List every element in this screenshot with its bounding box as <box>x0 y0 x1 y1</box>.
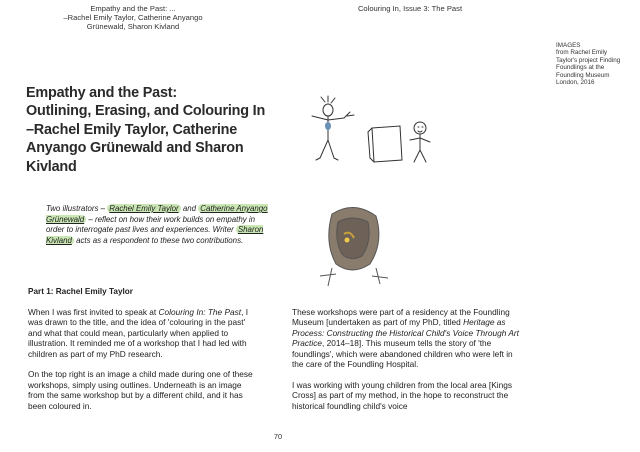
thesis-title: Heritage as Process: Constructing the Historical Child's Voice Through Art Practice <box>292 317 519 349</box>
running-header-center: Colouring In, Issue 3: The Past <box>357 4 463 13</box>
body-paragraph <box>28 307 260 359</box>
outline-drawing-svg <box>292 88 454 176</box>
article-title <box>26 84 288 176</box>
running-header-line: –Rachel Emily Taylor, Catherine Anyango <box>63 13 203 22</box>
body-text: , I was drawn to the title, and the idea of 'colouring in the past' and what that could mean, particularly when applied to illustration. It reminded me of a workshop that I had led with children as part of my PhD research. <box>28 307 248 359</box>
body-text: When I was first invited to speak at <box>28 307 159 317</box>
page-number: 70 <box>273 432 283 441</box>
intro-text: Two illustrators – <box>46 204 108 213</box>
body-column-right <box>292 307 524 421</box>
title-line: Empathy and the Past: <box>26 85 177 101</box>
body-text: , 2014–18]. This museum tells the story of 'the foundlings', which were abandoned children who were left in the care of the Foundling Hospital. <box>292 338 513 370</box>
body-text: These workshops were part of a residency at the Foundling Museum [undertaken as part of my PhD, titled <box>292 307 510 328</box>
title-line: –Rachel Emily Taylor, Catherine <box>26 121 238 138</box>
body-column-left <box>28 307 260 421</box>
child-outline-drawing-image <box>292 88 454 176</box>
section-heading: Part 1: Rachel Emily Taylor <box>28 287 133 296</box>
child-coloured-drawing-image <box>292 192 416 296</box>
caption-text: from Rachel Emily Taylor's project Finding Foundlings at the Foundling Museum London, 2016 <box>556 49 621 87</box>
coloured-drawing-svg <box>292 192 416 296</box>
title-line: Outlining, Erasing, and Colouring In <box>26 103 266 120</box>
author-link-catherine[interactable]: Catherine Anyango Grünewald <box>46 204 268 224</box>
body-paragraph <box>292 307 524 369</box>
running-header-line: Empathy and the Past: ... <box>90 4 176 13</box>
caption-heading: IMAGES <box>556 42 581 49</box>
author-link-sharon[interactable]: Sharon Kivland <box>46 225 264 245</box>
running-header-line: Grünewald, Sharon Kivland <box>86 22 180 31</box>
body-paragraph: I was working with young children from the local area [Kings Cross] as part of my method, in the hope to reconstruct the historical foundling child's voice <box>292 379 512 411</box>
running-header-left <box>58 4 208 31</box>
image-caption <box>556 42 626 86</box>
title-line: Kivland <box>26 158 77 175</box>
intro-standfirst <box>46 204 268 246</box>
intro-text: and <box>180 204 199 213</box>
intro-text: – reflect on how their work builds on empathy in order to interrogate past lives and experiences. Writer <box>46 214 256 235</box>
author-link-rachel[interactable]: Rachel Emily Taylor <box>109 204 179 213</box>
title-line: Anyango Grünewald and Sharon <box>26 140 244 157</box>
intro-text: acts as a respondent to these two contributions. <box>73 235 244 245</box>
body-paragraph: On the top right is an image a child made during one of these workshops, simply using outlines. Underneath is an image from the same workshop but by a different child, and it has been coloured in. <box>28 369 253 411</box>
event-title: Colouring In: The Past <box>158 307 242 317</box>
